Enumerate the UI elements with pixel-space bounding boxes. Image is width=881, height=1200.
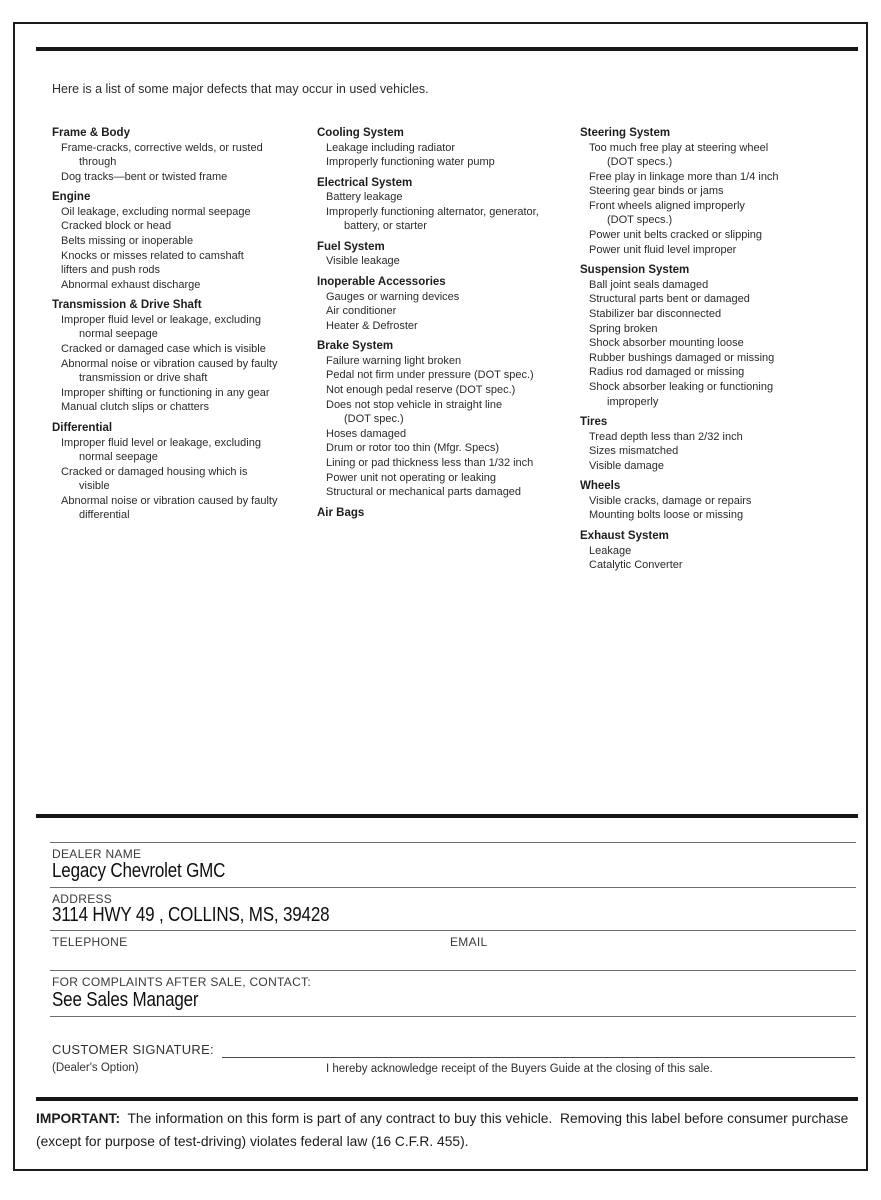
defect-line: Not enough pedal reserve (DOT spec.)	[326, 384, 516, 397]
defect-line: Stabilizer bar disconnected	[589, 307, 722, 320]
defect-line: Sizes mismatched	[589, 445, 679, 458]
defect-line: Improper fluid level or leakage, excluding	[61, 436, 261, 449]
defect-line: Air conditioner	[326, 305, 397, 318]
defect-line: Improper shifting or functioning in any gear	[61, 386, 270, 399]
defect-line: Rubber bushings damaged or missing	[589, 351, 775, 364]
defects-column-2	[317, 126, 585, 520]
divider-line	[50, 970, 856, 971]
defect-section	[52, 190, 314, 292]
defect-section-heading: Steering System	[580, 127, 671, 139]
defect-line: Leakage	[589, 544, 632, 557]
defect-line: Abnormal exhaust discharge	[61, 278, 201, 291]
defect-section-heading: Fuel System	[317, 240, 385, 253]
defect-line: battery, or starter	[344, 220, 427, 233]
complaints-contact-value: See Sales Manager	[52, 989, 199, 1011]
defect-line: Structural parts bent or damaged	[589, 293, 750, 306]
dealer-name-value: Legacy Chevrolet GMC	[52, 860, 226, 882]
defect-section	[52, 421, 314, 523]
defect-line: Ball joint seals damaged	[589, 278, 709, 291]
defect-line: Shock absorber leaking or functioning	[589, 380, 774, 393]
defect-line: Improper fluid level or leakage, excluding	[61, 313, 261, 326]
divider-line	[50, 1016, 856, 1017]
defect-section	[580, 415, 870, 473]
defect-line: Visible leakage	[326, 255, 400, 268]
defect-line: Hoses damaged	[326, 427, 407, 440]
complaints-contact-label: FOR COMPLAINTS AFTER SALE, CONTACT:	[52, 975, 311, 989]
address-label: ADDRESS	[52, 892, 113, 906]
defect-line: Tread depth less than 2/32 inch	[589, 430, 743, 443]
defect-line: Oil leakage, excluding normal seepage	[61, 205, 251, 218]
defect-line: Does not stop vehicle in straight line	[326, 398, 503, 411]
defect-line: (DOT spec.)	[344, 413, 404, 426]
defect-section-heading: Suspension System	[580, 264, 690, 277]
acknowledgment-text: I hereby acknowledge receipt of the Buyers Guide at the closing of this sale.	[326, 1063, 713, 1075]
defect-line: Knocks or misses related to camshaft	[61, 249, 244, 262]
defect-section-heading: Air Bags	[317, 506, 365, 519]
defect-section	[580, 529, 870, 573]
important-text: The information on this form is part of any contract to buy this vehicle. Removing this label before consumer purchase (except for purpose of test-driving) violates federal law (16 C.F.R. 455).	[36, 1111, 853, 1149]
dealer-option-note: (Dealer's Option)	[52, 1062, 139, 1074]
top-divider-rule	[36, 47, 858, 51]
divider-line	[50, 930, 856, 931]
defect-line: Front wheels aligned improperly	[589, 199, 745, 212]
defect-section	[317, 126, 585, 170]
defect-line: Visible cracks, damage or repairs	[589, 494, 752, 507]
address-value: 3114 HWY 49 , COLLINS, MS, 39428	[52, 904, 330, 926]
defect-line: Shock absorber mounting loose	[589, 337, 744, 350]
defect-section-heading: Engine	[52, 191, 91, 204]
defect-section-heading: Transmission & Drive Shaft	[52, 299, 202, 312]
defect-section	[317, 506, 585, 521]
defect-line: Steering gear binds or jams	[589, 185, 724, 198]
email-label: EMAIL	[450, 935, 488, 949]
defect-line: transmission or drive shaft	[79, 372, 208, 385]
dealer-section-rule	[36, 814, 858, 818]
defect-line: lifters and push rods	[61, 264, 161, 277]
defect-line: improperly	[607, 395, 659, 408]
defect-line: Visible damage	[589, 459, 665, 472]
defects-column-3	[580, 126, 870, 573]
divider-line	[50, 842, 856, 843]
defect-section-heading: Cooling System	[317, 127, 404, 139]
defect-line: Frame-cracks, corrective welds, or rusted	[61, 141, 263, 154]
defect-line: Lining or pad thickness less than 1/32 inch	[326, 457, 534, 469]
defect-line: Abnormal noise or vibration caused by faulty	[61, 494, 278, 507]
defect-line: Improperly functioning water pump	[326, 156, 495, 169]
defect-section-heading: Inoperable Accessories	[317, 276, 446, 289]
defect-section-heading: Differential	[52, 422, 113, 434]
defect-section	[52, 126, 314, 184]
defect-line: Spring broken	[589, 322, 658, 335]
defect-line: normal seepage	[79, 451, 158, 464]
important-notice	[36, 1108, 853, 1153]
defect-line: Heater & Defroster	[326, 319, 418, 332]
defect-line: differential	[79, 509, 130, 522]
dealer-name-label: DEALER NAME	[52, 847, 142, 861]
defect-section	[580, 479, 870, 523]
defects-column-1	[52, 126, 314, 523]
defect-line: Dog tracks—bent or twisted frame	[61, 170, 228, 183]
defect-section-heading: Exhaust System	[580, 530, 669, 543]
defect-line: through	[79, 156, 117, 169]
defect-line: Radius rod damaged or missing	[589, 366, 745, 379]
defect-section	[317, 176, 585, 234]
defect-line: Improperly functioning alternator, generator,	[326, 205, 539, 218]
defect-section	[580, 126, 870, 257]
intro-text: Here is a list of some major defects that may occur in used vehicles.	[52, 82, 429, 96]
defect-line: visible	[79, 480, 110, 493]
defect-line: Cracked block or head	[61, 220, 172, 233]
customer-signature-label: CUSTOMER SIGNATURE:	[52, 1042, 214, 1057]
defect-line: Battery leakage	[326, 191, 403, 204]
important-section-rule	[36, 1097, 858, 1101]
defect-line: Too much free play at steering wheel	[589, 141, 769, 154]
defect-line: normal seepage	[79, 328, 158, 341]
defect-line: Cracked or damaged housing which is	[61, 465, 248, 478]
defect-line: Pedal not firm under pressure (DOT spec.)	[326, 369, 534, 382]
defect-section	[580, 263, 870, 409]
defect-line: Cracked or damaged case which is visible	[61, 343, 266, 356]
defect-section-heading: Tires	[580, 416, 608, 429]
defect-line: Power unit not operating or leaking	[326, 471, 496, 484]
defect-line: Free play in linkage more than 1/4 inch	[589, 170, 779, 183]
signature-line	[222, 1057, 855, 1058]
defect-line: Catalytic Converter	[589, 559, 683, 572]
defect-section	[317, 240, 585, 269]
defect-section-heading: Frame & Body	[52, 127, 130, 139]
important-label: IMPORTANT:	[36, 1111, 121, 1126]
defect-section	[52, 298, 314, 415]
divider-line	[50, 887, 856, 888]
defect-line: Abnormal noise or vibration caused by faulty	[61, 357, 278, 370]
defect-line: Gauges or warning devices	[326, 290, 460, 303]
defect-line: Structural or mechanical parts damaged	[326, 486, 522, 499]
defect-line: Drum or rotor too thin (Mfgr. Specs)	[326, 442, 499, 455]
telephone-label: TELEPHONE	[52, 935, 128, 949]
defect-line: Manual clutch slips or chatters	[61, 401, 209, 414]
defect-section	[317, 275, 585, 333]
defect-line: Power unit fluid level improper	[589, 243, 737, 256]
defect-line: (DOT specs.)	[607, 156, 673, 169]
defect-section	[317, 339, 585, 499]
defect-line: Leakage including radiator	[326, 141, 456, 154]
defect-line: (DOT specs.)	[607, 214, 673, 227]
defect-section-heading: Brake System	[317, 340, 394, 353]
defect-section-heading: Electrical System	[317, 176, 413, 189]
defect-line: Mounting bolts loose or missing	[589, 509, 744, 522]
defect-line: Belts missing or inoperable	[61, 234, 194, 247]
defect-line: Failure warning light broken	[326, 354, 462, 367]
defect-line: Power unit belts cracked or slipping	[589, 229, 763, 242]
defect-section-heading: Wheels	[580, 480, 621, 493]
